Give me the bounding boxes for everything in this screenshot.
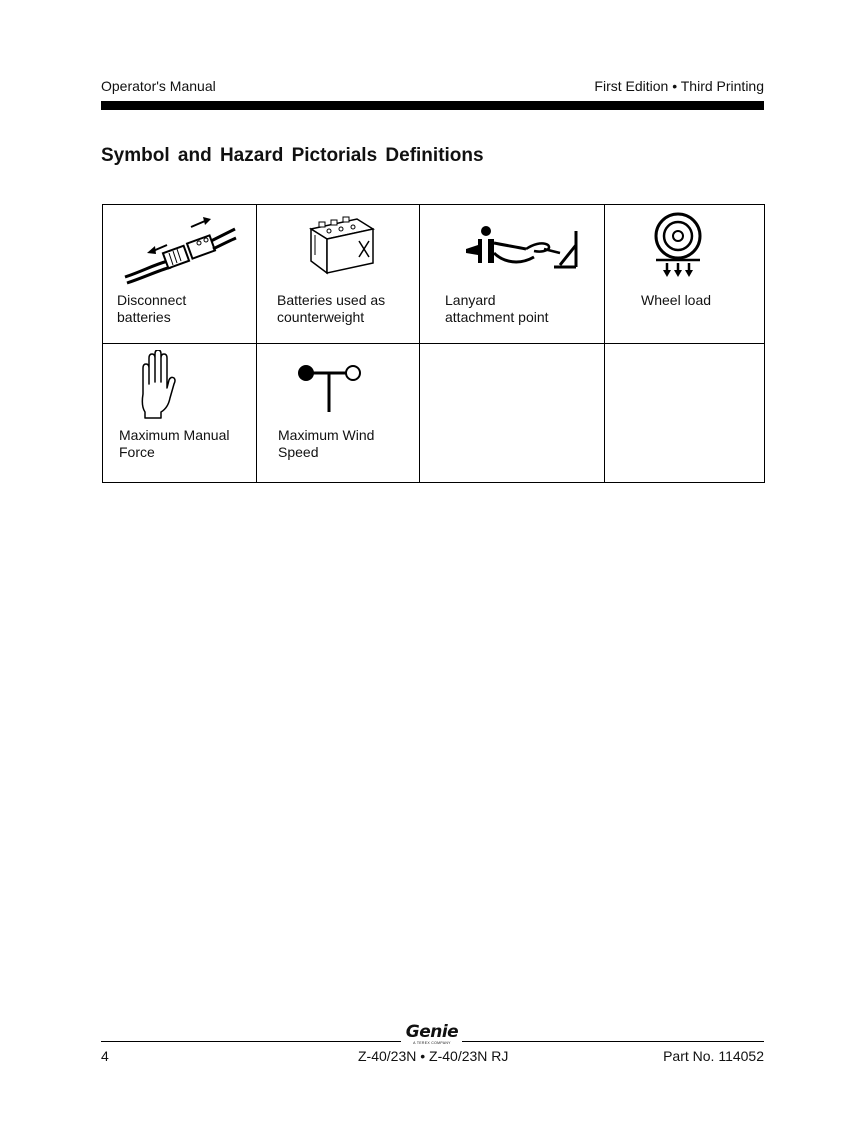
disconnect-batteries-icon — [123, 213, 238, 285]
footer-rule-right — [462, 1041, 764, 1042]
symbol-cell-empty — [420, 344, 605, 483]
table-row — [103, 344, 765, 483]
page-number: 4 — [101, 1048, 109, 1064]
lanyard-attachment-icon — [464, 223, 579, 273]
genie-logo — [404, 1024, 460, 1045]
symbol-cell-disconnect-batteries — [103, 205, 257, 344]
symbol-label-line2: Speed — [278, 444, 319, 460]
batteries-counterweight-icon — [305, 211, 377, 277]
footer-part-number: Part No. 114052 — [663, 1048, 764, 1064]
logo-tagline: A TEREX COMPANY — [413, 1041, 451, 1045]
symbol-label-line1: Maximum Wind — [278, 427, 375, 443]
footer-rule-left — [101, 1041, 401, 1042]
symbol-label-line1: Maximum Manual — [119, 427, 230, 443]
wind-speed-icon — [297, 362, 363, 414]
symbol-cell-lanyard-attachment — [420, 205, 605, 344]
header-manual-title: Operator's Manual — [101, 78, 216, 94]
symbol-label-line2: batteries — [117, 309, 171, 325]
symbol-label-line2: counterweight — [277, 309, 365, 325]
symbol-cell-wheel-load — [605, 205, 765, 344]
wheel-load-icon — [653, 211, 703, 281]
symbol-cell-max-manual-force — [103, 344, 257, 483]
hand-icon — [137, 350, 177, 420]
symbol-label-line2: attachment point — [445, 309, 549, 325]
symbol-cell-batteries-counterweight — [257, 205, 420, 344]
symbol-label-line1: Disconnect — [117, 292, 187, 308]
symbol-label-line2: Force — [119, 444, 155, 460]
symbol-label-line1: Lanyard — [445, 292, 496, 308]
symbol-table — [102, 204, 765, 483]
symbol-cell-max-wind-speed — [257, 344, 420, 483]
header-rule — [101, 101, 764, 110]
page-title: Symbol and Hazard Pictorials Definitions — [101, 145, 484, 166]
symbol-cell-empty — [605, 344, 765, 483]
symbol-label-line1: Wheel load — [641, 292, 712, 308]
header-edition: First Edition • Third Printing — [594, 78, 764, 94]
logo-wordmark: Genie — [405, 1022, 459, 1042]
symbol-label-line1: Batteries used as — [277, 292, 386, 308]
table-row — [103, 205, 765, 344]
footer-model: Z-40/23N • Z-40/23N RJ — [358, 1048, 509, 1064]
